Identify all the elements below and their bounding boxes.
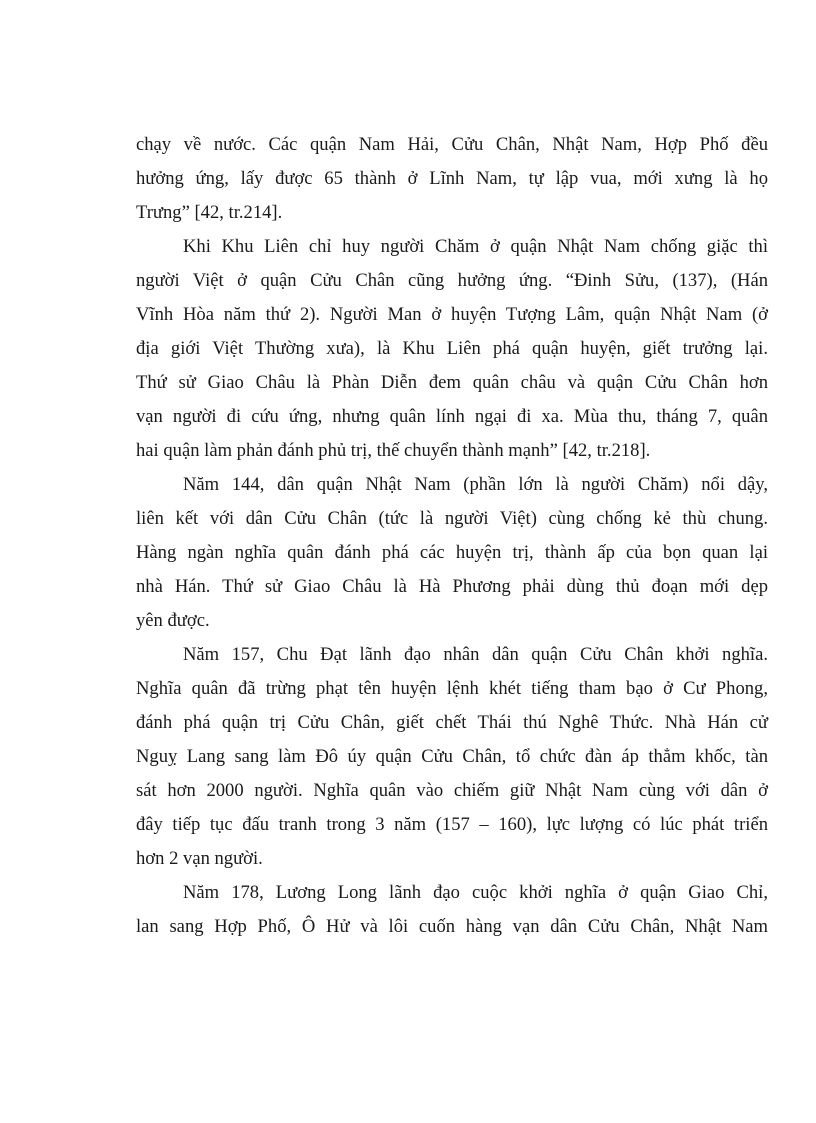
text-line: hai quận làm phản đánh phủ trị, thế chuyển thành mạnh” [42, tr.218]. — [136, 440, 651, 461]
text-line: Năm 157, Chu Đạt lãnh đạo nhân dân quận Cửu Chân khởi nghĩa. — [183, 644, 768, 665]
text-line: Năm 178, Lương Long lãnh đạo cuộc khởi nghĩa ở quận Giao Chỉ, — [183, 882, 768, 903]
paragraph-2 — [136, 230, 768, 468]
text-line: sát hơn 2000 người. Nghĩa quân vào chiếm giữ Nhật Nam cùng với dân ở — [136, 780, 768, 801]
text-line: Nguỵ Lang sang làm Đô úy quận Cửu Chân, tổ chức đàn áp thẳm khốc, tàn — [136, 746, 768, 767]
text-line: Năm 144, dân quận Nhật Nam (phần lớn là người Chăm) nổi dậy, — [183, 474, 768, 495]
text-line: người Việt ở quận Cửu Chân cũng hưởng ứng. “Đinh Sửu, (137), (Hán — [136, 270, 768, 291]
text-line: hơn 2 vạn người. — [136, 848, 263, 869]
paragraph-4 — [136, 638, 768, 876]
paragraph-1 — [136, 128, 768, 230]
text-line: hưởng ứng, lấy được 65 thành ở Lĩnh Nam, tự lập vua, mới xưng là họ — [136, 168, 768, 189]
text-line: Thứ sử Giao Châu là Phàn Diễn đem quân châu và quận Cửu Chân hơn — [136, 372, 768, 393]
text-line: chạy về nước. Các quận Nam Hải, Cửu Chân, Nhật Nam, Hợp Phố đều — [136, 134, 768, 155]
text-line: Trưng” [42, tr.214]. — [136, 202, 283, 223]
text-line: đánh phá quận trị Cửu Chân, giết chết Thái thú Nghê Thức. Nhà Hán cử — [136, 712, 768, 733]
text-line: Hàng ngàn nghĩa quân đánh phá các huyện trị, thành ấp của bọn quan lại — [136, 542, 768, 563]
text-line: đây tiếp tục đấu tranh trong 3 năm (157 – 160), lực lượng có lúc phát triển — [136, 814, 768, 835]
text-line: nhà Hán. Thứ sử Giao Châu là Hà Phương phải dùng thủ đoạn mới dẹp — [136, 576, 768, 597]
text-line: Khi Khu Liên chỉ huy người Chăm ở quận Nhật Nam chống giặc thì — [183, 236, 768, 257]
text-line: vạn người đi cứu ứng, nhưng quân lính ngại đi xa. Mùa thu, tháng 7, quân — [136, 406, 768, 427]
text-line: lan sang Hợp Phố, Ô Hử và lôi cuốn hàng vạn dân Cửu Chân, Nhật Nam — [136, 916, 768, 937]
text-line: Nghĩa quân đã trừng phạt tên huyện lệnh khét tiếng tham bạo ở Cư Phong, — [136, 678, 768, 699]
document-page — [136, 128, 768, 944]
paragraph-3 — [136, 468, 768, 638]
paragraph-5 — [136, 876, 768, 944]
text-line: liên kết với dân Cửu Chân (tức là người Việt) cùng chống kẻ thù chung. — [136, 508, 768, 529]
text-line: yên được. — [136, 610, 210, 631]
text-line: địa giới Việt Thường xưa), là Khu Liên phá quận huyện, giết trưởng lại. — [136, 338, 768, 359]
text-line: Vĩnh Hòa năm thứ 2). Người Man ở huyện Tượng Lâm, quận Nhật Nam (ở — [136, 304, 768, 325]
